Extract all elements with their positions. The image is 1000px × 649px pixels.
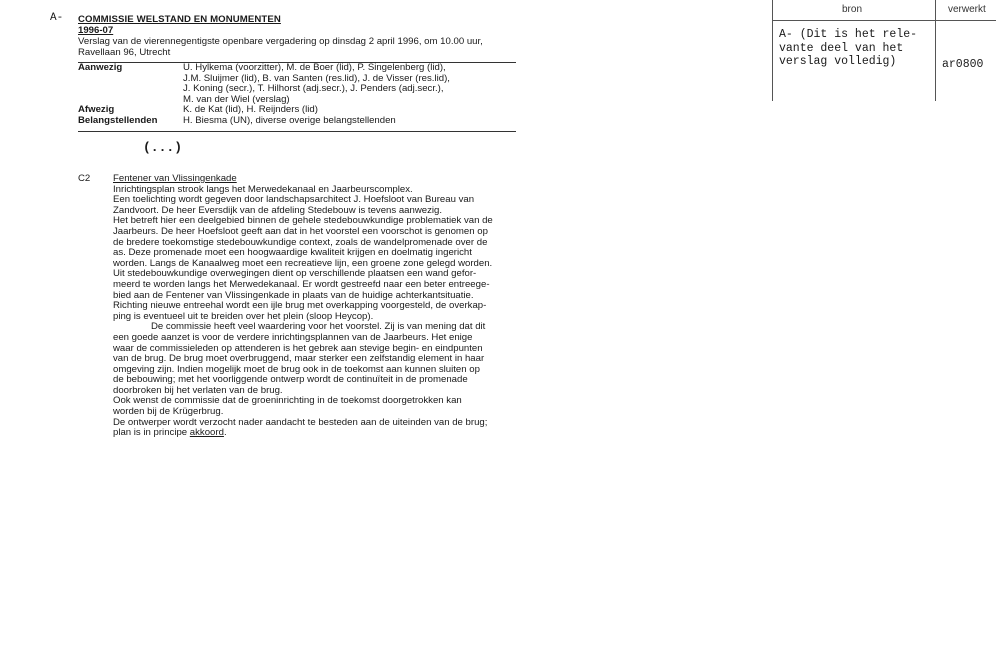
- source-column-header: bron: [842, 4, 863, 15]
- source-note-line: vante deel van het: [779, 41, 904, 55]
- present-label: Aanwezig: [78, 62, 123, 73]
- present-line: J. Koning (secr.), T. Hilhorst (adj.secr.), J. Penders (adj.secr.),: [183, 83, 444, 95]
- text-line: Richting nieuwe entreehal wordt een ijle brug met overkapping voorgesteld, de overkap-: [113, 300, 487, 312]
- processed-column-header: verwerkt: [948, 4, 986, 15]
- text-line: ping is eventueel uit te breiden over het plein (sloop Heycop).: [113, 310, 374, 322]
- present-line: M. van der Wiel (verslag): [183, 93, 290, 105]
- text-line: van de brug. De brug moet overbruggend, maar sterker een zelfstandig element in haar: [113, 353, 485, 365]
- text-line: Jaarbeurs. De heer Hoefsloot geeft aan dat in het voorstel een voorschot is genomen op: [113, 225, 488, 237]
- agenda-item-title: Fentener van Vlissingenkade: [113, 173, 237, 184]
- absent-label: Afwezig: [78, 104, 115, 116]
- stakeholders-row: [78, 116, 518, 127]
- text-line: worden. Langs de Kanaalweg moet een recreatieve lijn, een groene zone gelegd worden.: [113, 257, 493, 269]
- conclusion-text: plan is in principe: [113, 427, 190, 439]
- stamp-header-rule: [772, 20, 996, 21]
- present-row: [78, 63, 518, 105]
- report-number: 1996-07: [78, 25, 114, 36]
- text-line: waar de commissieleden op attenderen is het gebrek aan stevige begin- en eindpunten: [113, 342, 483, 354]
- document-prefix: A-: [50, 12, 64, 24]
- source-note: [779, 28, 937, 69]
- report-header: [78, 14, 518, 58]
- text-line: as. Deze promenade moet een hoogwaardige kwaliteit krijgen en doelmatig ingericht: [113, 247, 472, 259]
- text-line: Zandvoort. De heer Eversdijk van de afdeling Stedebouw is tevens aanwezig.: [113, 204, 443, 216]
- present-names: [183, 63, 518, 105]
- committee-title: COMMISSIE WELSTAND EN MONUMENTEN: [78, 14, 281, 25]
- text-line: Een toelichting wordt gegeven door landschapsarchitect J. Hoefsloot van Bureau van: [113, 194, 475, 206]
- text-line: de bredere toekomstige stedebouwkundige context, zoals de wandelpromenade over de: [113, 236, 488, 248]
- report-location: Ravellaan 96, Utrecht: [78, 47, 171, 58]
- agenda-item-code: C2: [78, 173, 91, 184]
- text-line: Het betreft hier een deelgebied binnen de gehele stedebouwkundige problematiek van de: [113, 215, 493, 227]
- archive-code: ar0800: [942, 58, 984, 71]
- attendance-block: [78, 63, 518, 127]
- stakeholders-label: Belangstellenden: [78, 114, 158, 126]
- text-line: de bebouwing; met het voorliggende ontwerp wordt de continuïteit in de promenade: [113, 374, 468, 386]
- absent-names: K. de Kat (lid), H. Reijnders (lid): [183, 104, 318, 116]
- verdict-word: akkoord: [189, 427, 224, 439]
- report-description: Verslag van de vierennegentigste openbare vergadering op dinsdag 2 april 1996, om 10.00 uur,: [78, 36, 483, 47]
- present-line: U. Hylkema (voorzitter), M. de Boer (lid), P. Singelenberg (lid),: [183, 62, 446, 73]
- text-line: een goede aanzet is voor de verdere inrichtingsplannen van de Jaarbeurs. Het enige: [113, 331, 473, 343]
- text-line: Uit stedebouwkundige overwegingen dient op verschillende plaatsen een wand gefor-: [113, 268, 477, 280]
- text-line: omgeving zijn. Indien mogelijk moet de brug ook in de toekomst aan kunnen sluiten op: [113, 363, 480, 375]
- stamp-border-left: [772, 0, 773, 101]
- text-line: worden bij de Krügerbrug.: [113, 406, 224, 418]
- text-line: bied aan de Fentener van Vlissingenkade in plaats van de huidige achterkantsituatie.: [113, 289, 474, 301]
- conclusion-period: .: [223, 427, 227, 439]
- archive-stamp: [772, 0, 996, 101]
- text-line: De ontwerper wordt verzocht nader aandacht te besteden aan de uiteinden van de brug;: [113, 416, 488, 428]
- text-line: doorbroken bij het verlaten van de brug.: [113, 384, 283, 396]
- attendance-rule: [78, 131, 516, 132]
- stakeholders-names: H. Biesma (UN), diverse overige belangstellenden: [183, 114, 396, 126]
- text-line: Ook wenst de commissie dat de groeninrichting in de toekomst doorgetrokken kan: [113, 395, 462, 407]
- present-line: J.M. Sluijmer (lid), B. van Santen (res.lid), J. de Visser (res.lid),: [183, 72, 450, 84]
- source-note-line: verslag volledig): [779, 55, 897, 68]
- conclusion-line: [113, 428, 517, 439]
- text-line-indented: De commissie heeft veel waardering voor het voorstel. Zij is van mening dat dit: [151, 321, 486, 333]
- omission-marker: (...): [143, 140, 183, 155]
- source-note-line: A- (Dit is het rele-: [779, 28, 918, 41]
- text-line: Inrichtingsplan strook langs het Merwedekanaal en Jaarbeurscomplex.: [113, 183, 413, 195]
- agenda-item-body: [113, 174, 517, 439]
- text-line: meerd te worden langs het Merwedekanaal. Er wordt gestreefd naar een beter entreege-: [113, 278, 490, 290]
